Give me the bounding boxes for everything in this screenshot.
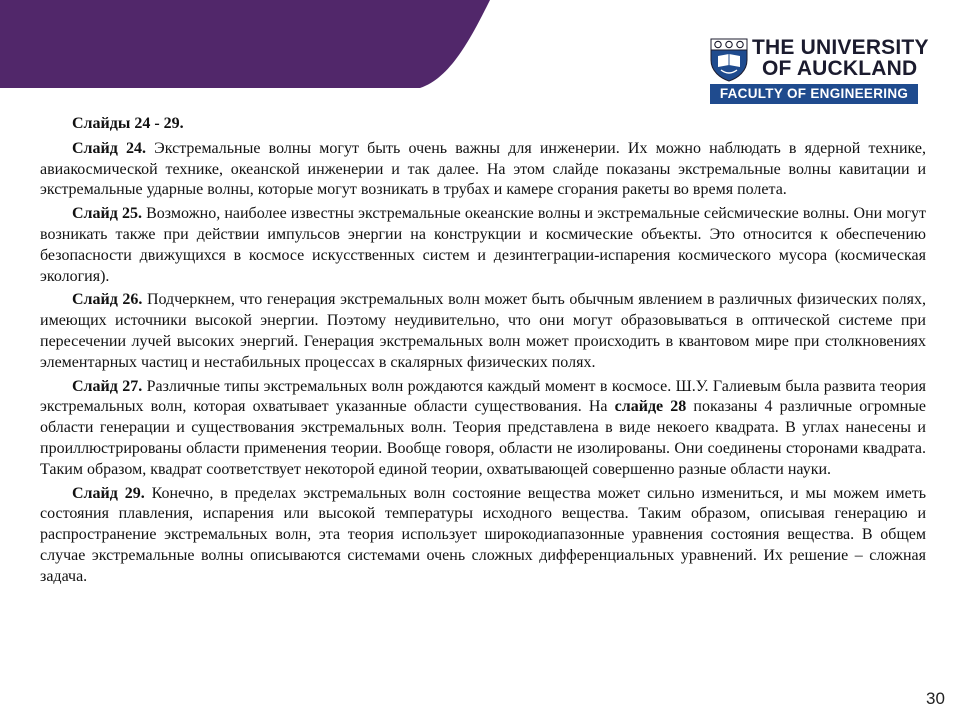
logo-university-line: THE UNIVERSITY xyxy=(752,36,929,59)
paragraph-text: Экстремальные волны могут быть очень важны для инженерии. Их можно наблюдать в ядерной технике, авиакосмической технике, океанской инженерии и так далее. На этом слайде показаны экстремальные волны кавитации и экстремальные ударные волны, которые могут возникать в трубах и камере сгорания ракеты во время полета. xyxy=(40,139,927,199)
slide-label: Слайд 24. xyxy=(72,139,147,157)
logo-faculty-band: FACULTY OF ENGINEERING xyxy=(710,84,918,104)
slide-label: Слайд 26. xyxy=(72,291,143,309)
university-logo xyxy=(710,36,929,104)
paragraph-text: Различные типы экстремальных волн рождаются каждый момент в космосе. Ш.У. Галиевым была развита теория экстремальных волн, которая охватывает указанные области существования. На xyxy=(40,377,927,416)
page-number: 30 xyxy=(926,689,945,708)
slide-label: Слайд 27. xyxy=(72,377,143,395)
paragraph-slide-25 xyxy=(40,204,926,287)
paragraph-slide-27 xyxy=(40,377,926,481)
slide-label: Слайд 25. xyxy=(72,205,142,223)
paragraph-text: Возможно, наиболее известны экстремальные океанские волны и экстремальные сейсмические волны. Они могут возникать также при действии импульсов энергии на конструкции и космические объекты. Это относится к обеспечению безопасности движущихся в космосе искусственных систем и дезинтеграции-испарения космического мусора (космическая экология). xyxy=(40,205,926,285)
paragraph-slide-29 xyxy=(40,484,926,588)
inline-slide-reference: слайде 28 xyxy=(614,398,687,416)
paragraph-slide-24 xyxy=(40,139,926,201)
logo-auckland-line: OF AUCKLAND xyxy=(762,57,918,80)
university-crest-icon xyxy=(710,38,748,82)
paragraph-text: Подчеркнем, что генерация экстремальных волн может быть обычным явлением в различных физических полях, имеющих источники высокой энергии. Поэтому неудивительно, что они могут образовываться в оптической системе при пересечении лучей высоких энергий. Генерация экстремальных волн может происходить в квантовом мире при столкновениях элементарных частиц и нестабильных процессах в скалярных физических полях. xyxy=(40,291,927,371)
slide-label: Слайд 29. xyxy=(72,484,145,502)
paragraph-text: Конечно, в пределах экстремальных волн состояние вещества может сильно измениться, и мы можем иметь состояния плавления, испарения или высокой температуры исходного вещества. Таким образом, описывая генерацию и распространение экстремальных волн, эта теория использует широкодиапазонные уравнения состояния вещества. В общем случае экстремальные волны описываются системами очень сложных дифференциальных уравнений. Их решение – сложная задача. xyxy=(40,484,927,585)
slide-notes-text xyxy=(40,114,926,591)
notes-heading: Слайды 24 - 29. xyxy=(72,115,184,132)
header-accent-shape xyxy=(0,0,490,88)
paragraph-slide-26 xyxy=(40,290,926,373)
paragraph-text: показаны 4 различные огромные области генерации и существования экстремальных волн. Теория представлена в виде некоего квадрата. В углах нанесены и проиллюстрированы области применения теории. Вообще говоря, области не изолированы. Они соединены сторонами квадрата. Таким образом, квадрат соответствует некоторой единой теории, охватывающей совершенно разные области науки. xyxy=(40,398,926,478)
